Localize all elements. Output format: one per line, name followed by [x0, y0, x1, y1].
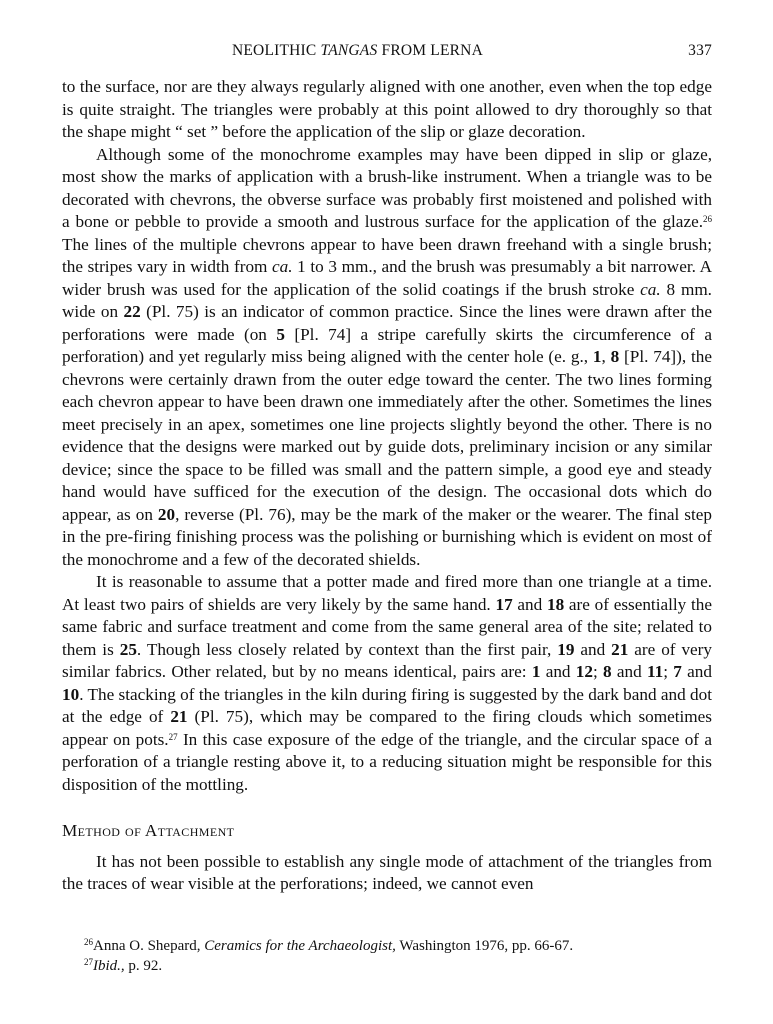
text-run: ,	[601, 347, 611, 366]
catalog-number: 1	[592, 347, 602, 366]
text-run: and	[574, 639, 612, 659]
paragraph	[62, 571, 712, 796]
text-run: ;	[592, 662, 604, 681]
footnote: $^{26}$Anna O. Shepard, Ceramics for the Archaeologist, Washington 1976, pp. 66-67.	[84, 937, 574, 954]
body-text	[62, 76, 712, 896]
footnote-ref: 27	[168, 731, 178, 742]
text-run: are of very similar fabrics. Other related, but by no means identical, pairs are:	[62, 639, 712, 681]
catalog-number: 19	[557, 639, 575, 659]
catalog-number: 21	[611, 639, 629, 659]
catalog-number: 11	[646, 662, 664, 681]
text-run: 8 mm. wide on	[62, 279, 712, 321]
catalog-number: 21	[170, 707, 188, 726]
catalog-number: 20	[157, 504, 176, 524]
text-run: ;	[663, 662, 674, 681]
text-run: (Pl. 75), which may be compared to the firing clouds which sometimes appear on pots.	[62, 707, 712, 749]
text-run: [Pl. 74] a stripe carefully skirts the circumference of a perforation) and yet regularly miss being aligned with the center hole (e. g.,	[62, 324, 712, 366]
page-number: 337	[688, 42, 712, 59]
text-run: In this case exposure of the edge of the triangle, and the circular space of a perforation of a triangle resting above it, to a reducing situation might be responsible for this disposition of the mottling.	[62, 729, 712, 794]
text-run: and	[681, 662, 712, 681]
footnotes	[84, 936, 714, 976]
running-title: NEOLITHIC TANGAS FROM LERNA	[232, 42, 483, 59]
text-run: and	[512, 594, 547, 614]
running-title-italic: TANGAS	[320, 42, 378, 59]
text-run: , reverse (Pl. 76), may be the mark of the maker or the wearer. The final step in the pre-firing finishing process was the polishing or burnishing which is evident on most of the monochrome and a few of the decorated shields.	[62, 504, 712, 569]
text-run: . The stacking of the triangles in the kiln during firing is suggested by the dark band and dot at the edge of	[62, 684, 712, 726]
section-paragraph: It has not been possible to establish any single mode of attachment of the triangles from the traces of wear visible at the perforations; indeed, we cannot even	[62, 851, 712, 893]
footnote: $^{27}$Ibid., p. 92.	[84, 957, 163, 974]
paragraph	[62, 76, 712, 144]
catalog-number: 8	[610, 347, 620, 366]
text-run: to the surface, nor are they always regularly aligned with one another, even when the top edge is quite straight. The triangles were probably at this point allowed to dry thoroughly so that the shape might “ set ” before the application of the slip or glaze decoration.	[62, 77, 712, 141]
paragraph	[62, 144, 712, 572]
text-run: 1 to 3 mm., and the brush was presumably a bit narrower. A wider brush was used for the application of the solid coatings if the brush stroke	[62, 257, 712, 299]
catalog-number: 10	[62, 684, 80, 704]
catalog-number: 8	[603, 662, 612, 681]
text-run: The lines of the multiple chevrons appear to have been drawn freehand with a single brush; the stripes vary in width from	[62, 234, 712, 276]
footnote-ref: 26	[703, 214, 712, 224]
text-run: and	[611, 662, 647, 681]
text-run: are of essentially the same fabric and surface treatment and come from the same general area of the site; related to them is	[62, 594, 712, 659]
catalog-number: 7	[673, 662, 682, 681]
catalog-number: 25	[119, 639, 137, 659]
section-heading: Method of Attachment	[62, 821, 235, 840]
text-run: (Pl. 75) is an indicator of common practice. Since the lines were drawn after the perforations were made (on	[62, 302, 712, 344]
catalog-number: 17	[495, 594, 513, 614]
text-run: Although some of the monochrome examples may have been dipped in slip or glaze, most show the marks of application with a brush-like instrument. When a triangle was to be decorated with chevrons, the obverse surface was probably first moistened and polished with a bone or pebble to provide a smooth and lustrous surface for the application of the glaze.	[62, 144, 712, 231]
text-run: [Pl. 74]), the chevrons were certainly drawn from the outer edge toward the center. The two lines forming each chevron appear to have been drawn one immediately after the other. Sometimes the lines meet precisely in an apex, sometimes one line projects slightly beyond the other. There is no evidence that the designs were marked out by guide dots, preliminary incision or any similar device; since the space to be filled was small and the pattern simple, a good eye and steady hand would have sufficed for the execution of the design. The occasional dots which do appear, as on	[62, 347, 712, 524]
catalog-number: 5	[276, 324, 285, 344]
text-run: It is reasonable to assume that a potter made and fired more than one triangle at a time. At least two pairs of shields are very likely by the same hand.	[62, 572, 712, 614]
italic-text: ca.	[272, 257, 293, 276]
catalog-number: 1	[531, 662, 541, 681]
catalog-number: 18	[546, 594, 565, 614]
text-run: and	[540, 662, 576, 681]
catalog-number: 12	[575, 662, 593, 681]
text-run: . Though less closely related by context than the first pair,	[136, 639, 558, 659]
italic-text: ca.	[640, 279, 661, 299]
catalog-number: 22	[123, 302, 141, 321]
